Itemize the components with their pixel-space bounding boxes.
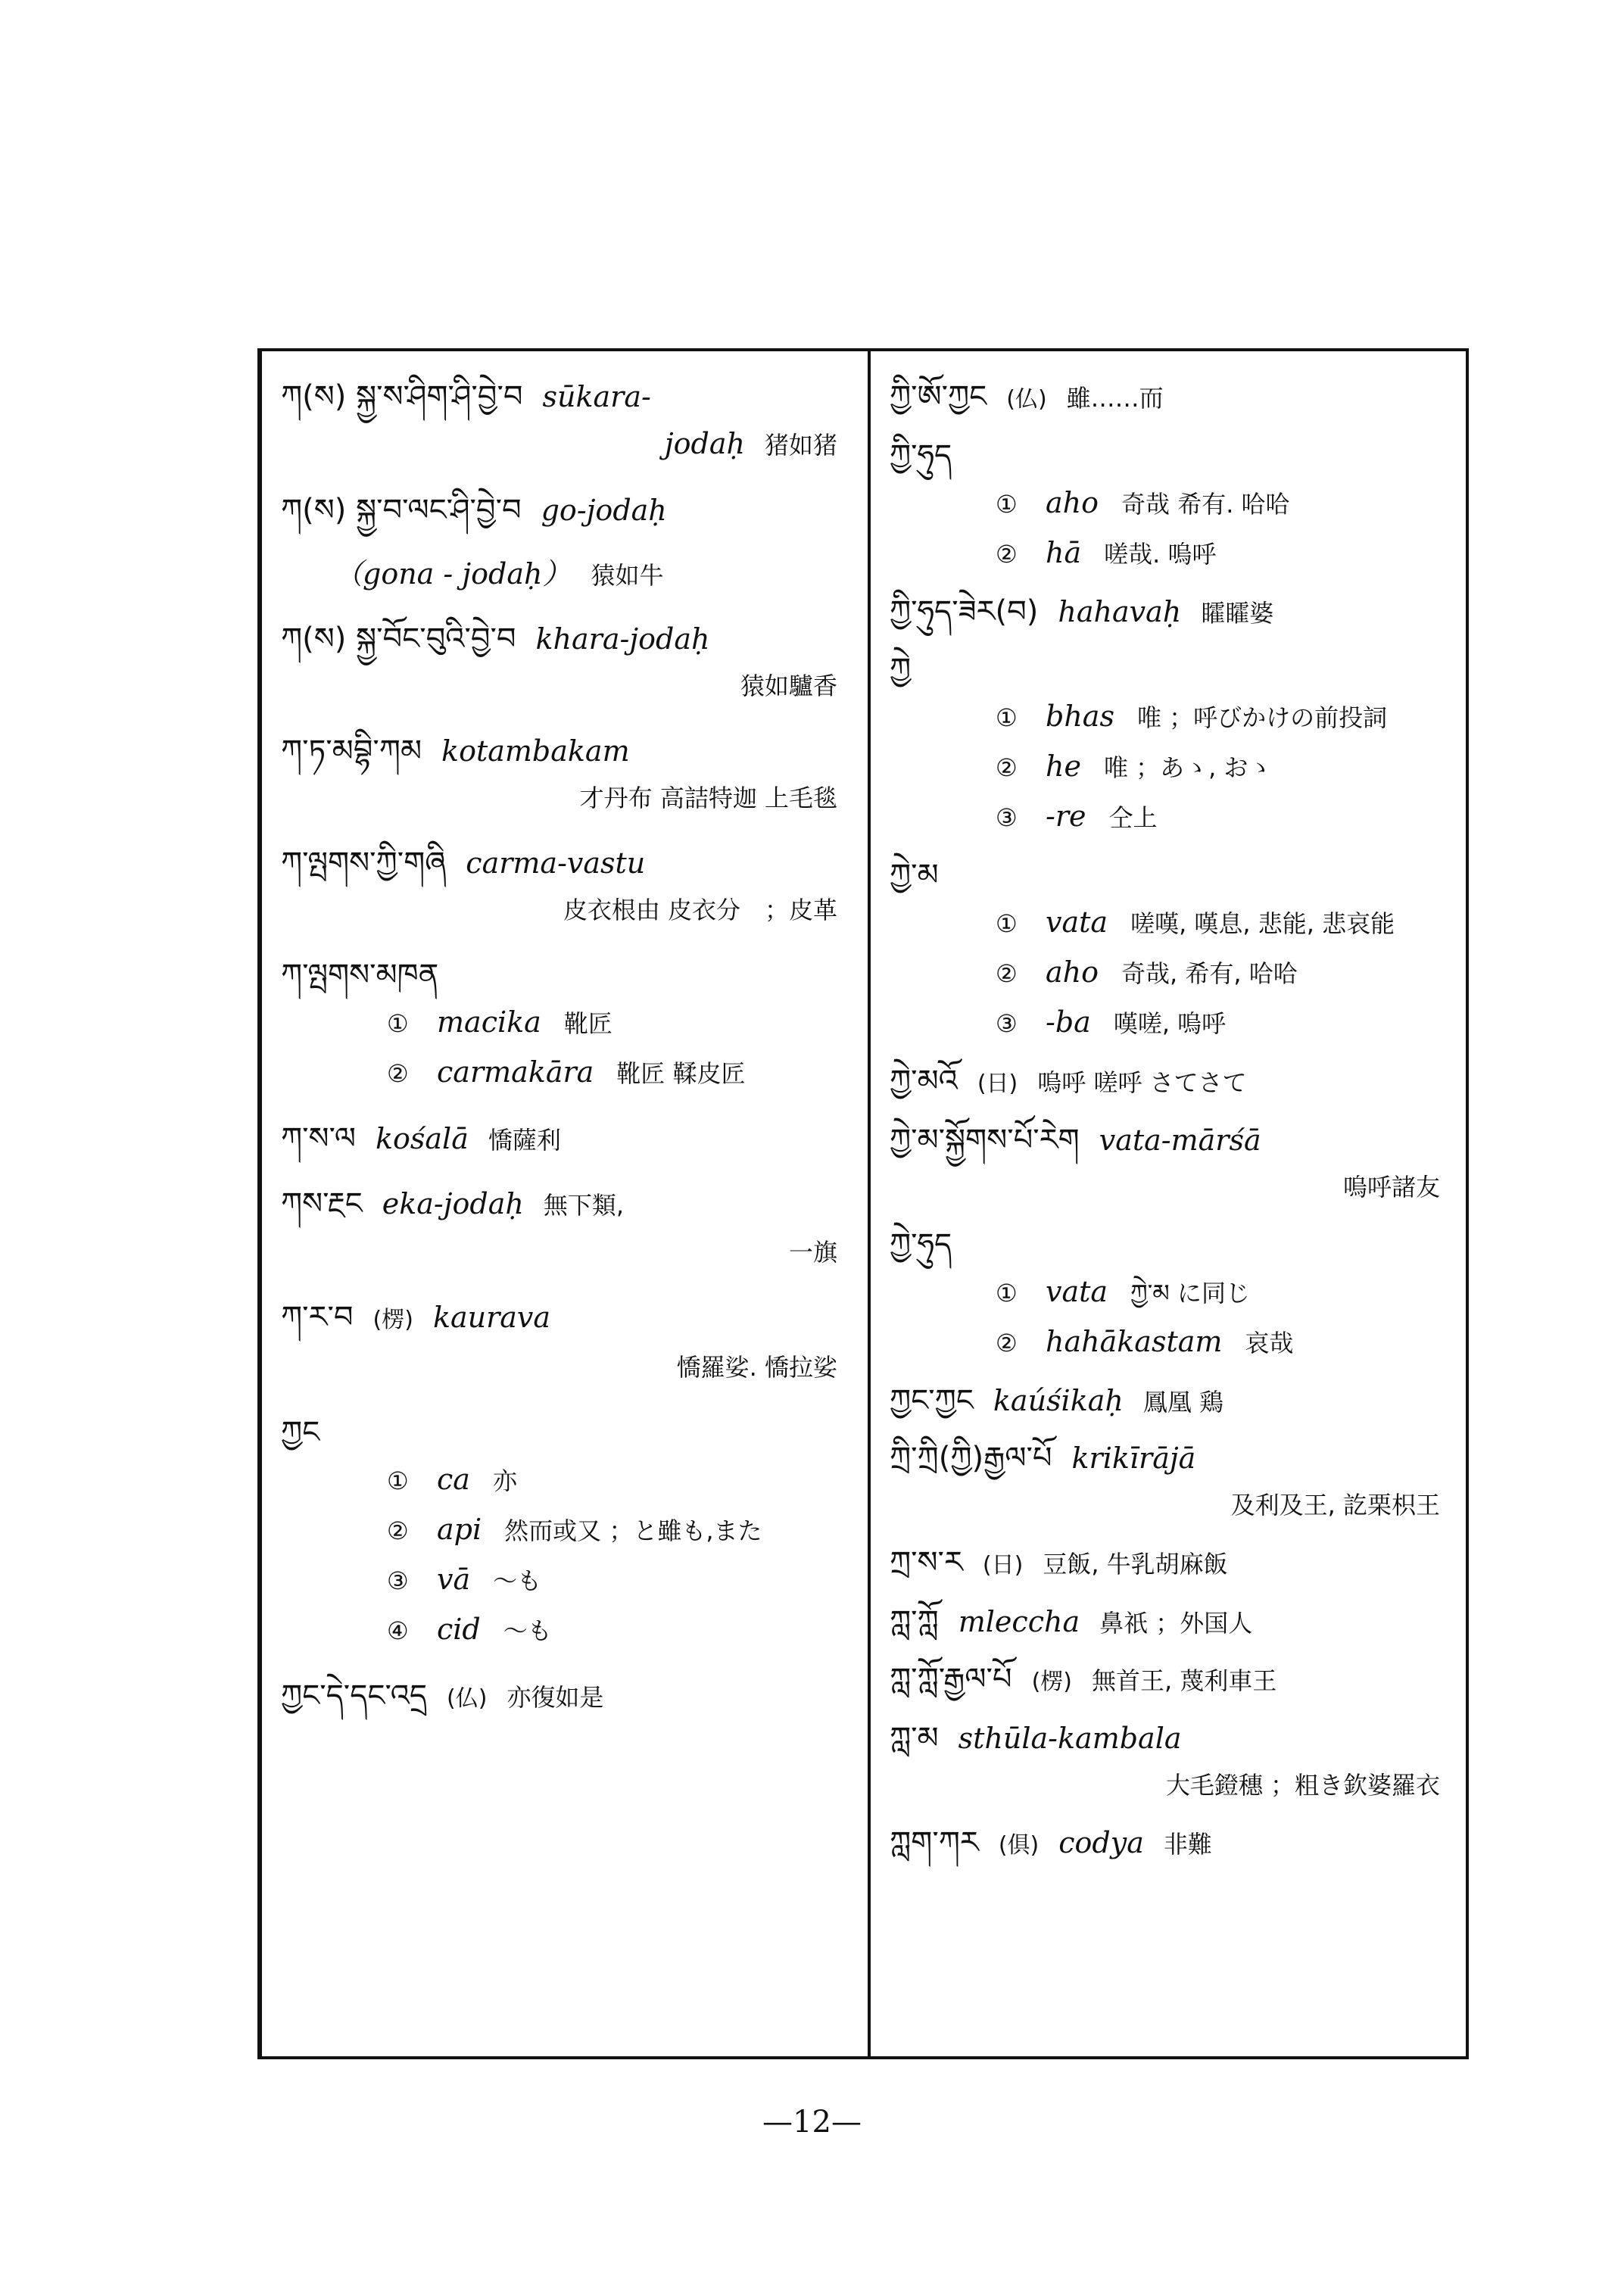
entry-translation: 無下類, [543, 1191, 625, 1220]
entry-sense [890, 692, 1455, 742]
entry-sense [890, 528, 1455, 578]
entry-romanization: khara-jodaḥ [535, 622, 710, 656]
sense-number: ④ [387, 1616, 409, 1645]
entry-romanization: sthūla-kambala [958, 1722, 1182, 1755]
sense-number: ③ [387, 1566, 409, 1595]
sense-number: ② [996, 1329, 1018, 1357]
entry-headline [281, 1295, 853, 1343]
sense-number: ② [996, 959, 1018, 988]
entry-translation: ཀྱེ་མ に同じ [1130, 1279, 1250, 1308]
left-column [262, 351, 868, 2056]
tibetan-headword: ཀྲི་ཀྲི(ཀྱི)རྒྱལ་པོ [890, 1441, 1052, 1476]
entry-continuation [281, 1343, 853, 1392]
dictionary-entry [281, 1410, 853, 1655]
dictionary-entry [281, 840, 853, 934]
sense-number: ③ [996, 1009, 1018, 1038]
sense-number: ② [996, 540, 1018, 569]
entry-romanization: jodaḥ [664, 427, 745, 460]
tibetan-headword: ཀ་ར་བ [281, 1300, 354, 1335]
sense-number: ① [996, 1279, 1018, 1308]
entry-headline [281, 1410, 853, 1455]
entry-romanization: macika [437, 1005, 541, 1039]
entry-romanization: vata [1046, 905, 1108, 939]
sense-number: ① [387, 1466, 409, 1495]
entry-continuation [890, 1481, 1455, 1529]
entry-headline [281, 1673, 853, 1722]
entry-sense [281, 1048, 853, 1098]
dictionary-entry [281, 374, 853, 469]
entry-headline [281, 728, 853, 774]
sense-number: ① [996, 909, 1018, 938]
sense-number: ② [996, 753, 1018, 782]
dictionary-entry [890, 1222, 1455, 1367]
source-tag: (仏) [1006, 386, 1047, 413]
entry-translation: 唯 ；あゝ, おゝ [1103, 753, 1273, 782]
entry-headline [281, 952, 853, 998]
entry-romanization: eka-jodaḥ [382, 1187, 524, 1220]
entry-romanization: -re [1046, 799, 1086, 833]
tibetan-headword: ཀ(ས) སྐྱ་བོང་བུའི་བྱེ་བ [281, 622, 516, 656]
entry-translation: 及利及王, 訖栗枳王 [1230, 1491, 1440, 1519]
entry-continuation [281, 419, 853, 469]
tibetan-headword: ཀས་རྔང [281, 1186, 363, 1221]
entry-sense [890, 898, 1455, 948]
entry-translation: ～も [493, 1566, 542, 1595]
entry-translation: 皮衣根由 皮衣分 ；皮革 [563, 896, 837, 924]
tibetan-headword: ཀྱི་ཨོ་ཀྱང [890, 379, 987, 414]
tibetan-headword: ཀྱང་དེ་དང་འདྲ [281, 1678, 427, 1713]
dictionary-entry [890, 852, 1455, 1048]
entry-translation: 非難 [1163, 1830, 1212, 1859]
tibetan-headword: ཀྱི་ཧུད [890, 438, 952, 473]
dictionary-entry [890, 1378, 1455, 1425]
entry-romanization: hahavaḥ [1058, 595, 1182, 628]
entry-translation: 唯 ；呼びかけの前投詞 [1136, 703, 1388, 732]
tibetan-headword: ཀྱེ [890, 652, 912, 687]
entry-romanization: bhas [1046, 700, 1114, 733]
entry-continuation [890, 1163, 1455, 1211]
dictionary-entry [890, 1117, 1455, 1211]
entry-romanization: carmakāra [437, 1055, 594, 1089]
entry-headline [890, 374, 1455, 422]
sense-number: ② [387, 1059, 409, 1088]
entry-headline [890, 1820, 1455, 1869]
entry-translation: 矐矐婆 [1201, 599, 1274, 628]
dictionary-entry [890, 1540, 1455, 1588]
entry-romanization: he [1046, 750, 1081, 783]
entry-romanization: api [437, 1513, 482, 1546]
entry-continuation [281, 662, 853, 710]
dictionary-entry [281, 1673, 853, 1722]
entry-translation: 奇哉 希有. 哈哈 [1121, 490, 1290, 519]
source-tag: (楞) [1031, 1669, 1072, 1695]
entry-translation: 憍羅娑. 憍拉娑 [676, 1353, 837, 1382]
entry-translation: 才丹布 高詰特迦 上毛毯 [579, 784, 837, 812]
entry-romanization: aho [1046, 486, 1099, 519]
source-tag: (楞) [372, 1307, 413, 1333]
tibetan-headword: ཀ(ས) སྐྱ་བ་ལང་ཤི་བྱེ་བ [281, 493, 522, 528]
entry-romanization: ca [437, 1463, 470, 1496]
entry-romanization: -ba [1046, 1005, 1091, 1039]
entry-translation: 猪如猪 [764, 431, 837, 460]
entry-headline [281, 616, 853, 662]
entry-headline [890, 433, 1455, 478]
dictionary-entry [890, 647, 1455, 842]
dictionary-entry [890, 589, 1455, 636]
tibetan-headword: ཀླ་ཀློ [890, 1604, 939, 1639]
entry-translation: 豆飯, 牛乳胡麻飯 [1043, 1550, 1228, 1579]
right-column [871, 351, 1469, 2056]
entry-headline [890, 1657, 1455, 1705]
entry-translation: 憍薩利 [488, 1126, 561, 1155]
tibetan-headword: ཀླག་ཀར [890, 1825, 979, 1860]
entry-romanization: codya [1058, 1826, 1144, 1859]
entry-translation: 大毛鐙穗 ；粗き欽婆羅衣 [1165, 1771, 1440, 1800]
tibetan-headword: ཀ(ས) སྐྱ་ས་ཤིག་ཤི་བྱེ་བ [281, 379, 523, 414]
entry-romanization: vata [1046, 1275, 1108, 1308]
tibetan-headword: ཀླ་མ [890, 1721, 939, 1756]
tibetan-headword: ཀྲ་ས་ར [890, 1545, 963, 1580]
entry-headline [890, 589, 1455, 636]
entry-translation: 嗚呼諸友 [1342, 1173, 1440, 1202]
tibetan-headword: ཀ་ལྤགས་མཁན [281, 958, 439, 993]
source-tag: (俱) [998, 1832, 1040, 1859]
entry-continuation [281, 886, 853, 934]
entry-romanization: carma-vastu [466, 846, 646, 880]
entry-romanization: kotambakam [441, 734, 630, 768]
entry-headline [890, 1378, 1455, 1425]
dictionary-entry [890, 433, 1455, 578]
entry-sense [890, 998, 1455, 1048]
entry-headline [890, 647, 1455, 692]
entry-translation: 猿如驢香 [740, 672, 837, 700]
entry-headline [281, 488, 853, 533]
entry-translation: 靴匠 鞣皮匠 [616, 1059, 746, 1088]
dictionary-entry [281, 616, 853, 710]
entry-sense [281, 1505, 853, 1555]
entry-romanization: hahākastam [1046, 1325, 1223, 1358]
entry-romanization: kaurava [432, 1301, 551, 1334]
dictionary-entry [890, 374, 1455, 422]
tibetan-headword: ཀྱང་ཀྱང [890, 1383, 974, 1418]
source-tag: (仏) [447, 1685, 488, 1712]
entry-headline [890, 852, 1455, 898]
entry-sense [890, 478, 1455, 528]
entry-sense [281, 1455, 853, 1505]
entry-translation: 哀哉 [1245, 1329, 1294, 1357]
entry-headline [890, 1599, 1455, 1646]
dictionary-entry [281, 728, 853, 822]
entry-continuation [281, 1228, 853, 1276]
page-frame [257, 348, 1469, 2059]
entry-sense [281, 998, 853, 1048]
dictionary-entry [890, 1716, 1455, 1809]
entry-romanization: krikīrājā [1071, 1442, 1196, 1475]
tibetan-headword: ཀྱེ་ཧུད [890, 1227, 952, 1262]
entry-headline [890, 1117, 1455, 1163]
entry-translation: 亦復如是 [507, 1683, 604, 1712]
entry-translation: 無首王, 蔑利車王 [1091, 1666, 1277, 1695]
tibetan-headword: ཀྱེ་མའོ [890, 1064, 958, 1099]
entry-sense [890, 742, 1455, 792]
entry-headline [281, 551, 853, 598]
entry-romanization: go-jodaḥ [541, 494, 667, 527]
tibetan-headword: ཀྱེ་མ་སྐྱོགས་པོ་རེག [890, 1123, 1080, 1158]
sense-number: ① [996, 490, 1018, 519]
entry-sense [890, 792, 1455, 842]
dictionary-entry [890, 1599, 1455, 1646]
entry-sense [890, 1317, 1455, 1367]
sense-number: ① [387, 1009, 409, 1038]
entry-romanization: vata-mārśā [1099, 1124, 1261, 1157]
dictionary-entry [281, 1116, 853, 1163]
entry-headline [281, 1116, 853, 1163]
entry-romanization: cid [437, 1613, 481, 1646]
entry-continuation [890, 1761, 1455, 1809]
entry-headline [890, 1435, 1455, 1481]
dictionary-entry [281, 1295, 853, 1392]
entry-continuation [281, 774, 853, 822]
entry-translation: 嘆嗟, 嗚呼 [1113, 1009, 1227, 1038]
entry-sense [281, 1555, 853, 1605]
page-number: —12— [762, 2105, 862, 2140]
sense-number: ② [387, 1516, 409, 1545]
sense-number: ③ [996, 803, 1018, 832]
dictionary-entry [281, 1181, 853, 1276]
entry-translation: 鳳凰 鶏 [1142, 1388, 1224, 1417]
entry-translation: 一旗 [788, 1238, 837, 1267]
dictionary-entry [281, 551, 853, 598]
sense-number: ① [996, 703, 1018, 732]
entry-translation: 仝上 [1108, 803, 1158, 832]
entry-translation: 然而或又 ；と雖も,また [504, 1516, 762, 1545]
dictionary-entry [281, 952, 853, 1098]
entry-romanization: kośalā [376, 1122, 469, 1155]
source-tag: (日) [977, 1071, 1018, 1097]
entry-headline [281, 840, 853, 886]
entry-translation: 嗟嘆, 嘆息, 悲能, 悲哀能 [1130, 909, 1395, 938]
entry-headline [890, 1058, 1455, 1107]
entry-translation: 奇哉, 希有, 哈哈 [1121, 959, 1298, 988]
entry-translation: 猿如牛 [591, 561, 664, 590]
tibetan-headword: ཀྱེ་མ [890, 858, 939, 893]
source-tag: (日) [982, 1552, 1024, 1579]
entry-translation: 雖……而 [1066, 384, 1164, 413]
entry-translation: 嗟哉. 嗚呼 [1104, 540, 1217, 569]
entry-translation: 鼻祇 ；外国人 [1099, 1609, 1253, 1638]
entry-headline [890, 1540, 1455, 1588]
dictionary-entry [890, 1058, 1455, 1107]
tibetan-headword: ཀླ་ཀློ་རྒྱལ་པོ [890, 1662, 1012, 1697]
entry-translation: 靴匠 [563, 1009, 613, 1038]
dictionary-entry [890, 1820, 1455, 1869]
entry-romanization: aho [1046, 955, 1099, 989]
entry-romanization: mleccha [958, 1605, 1080, 1638]
entry-headline [281, 1181, 853, 1228]
entry-romanization: sūkara- [542, 380, 651, 413]
dictionary-entry [281, 488, 853, 533]
entry-romanization: hā [1046, 536, 1082, 569]
entry-headline [281, 374, 853, 419]
entry-sense [281, 1605, 853, 1655]
entry-headline [890, 1222, 1455, 1267]
tibetan-headword: ཀ་ལྤགས་ཀྱི་གཞི [281, 846, 447, 881]
tibetan-headword: ཀྱི་ཧུད་ཟེར(བ) [890, 594, 1039, 629]
entry-sense [890, 948, 1455, 998]
entry-romanization: kaúśikaḥ [993, 1384, 1124, 1417]
tibetan-headword: ཀ་ས་ལ [281, 1121, 356, 1156]
entry-translation: 亦 [492, 1466, 517, 1495]
entry-sense [890, 1267, 1455, 1317]
entry-translation: ～も [503, 1616, 552, 1645]
tibetan-headword: ཀྱང [281, 1415, 320, 1450]
entry-translation: 嗚呼 嗟呼 さてさて [1037, 1068, 1247, 1097]
tibetan-headword: ཀ་ཏ་མབྷི་ཀམ [281, 734, 422, 768]
dictionary-entry [890, 1435, 1455, 1529]
entry-romanization: （gona - jodaḥ） [334, 557, 572, 591]
entry-romanization: vā [437, 1563, 471, 1596]
dictionary-entry [890, 1657, 1455, 1705]
entry-headline [890, 1716, 1455, 1761]
